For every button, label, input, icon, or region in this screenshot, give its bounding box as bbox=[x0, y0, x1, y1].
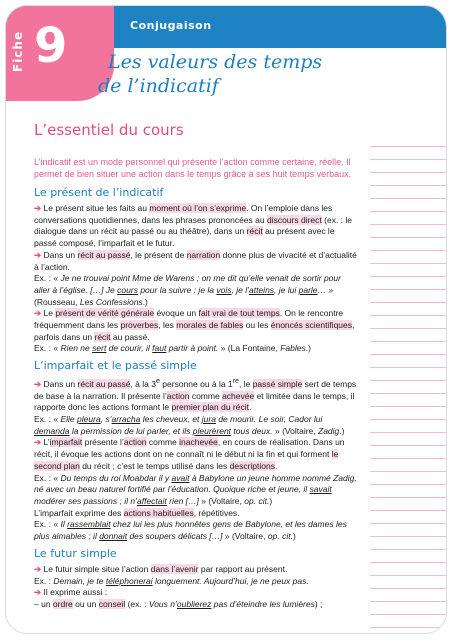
intro-text: L’indicatif est un mode personnel qui présente l’action comme certaine, réelle. Il permet de bien situer une action dans le temps grâce à ses huit temps verbaux. bbox=[34, 157, 352, 179]
futur-example-1: Ex. : Demain, je te téléphonerai longuement. Aujourd’hui, je ne peux pas. bbox=[34, 575, 309, 586]
fiche-card bbox=[5, 5, 447, 634]
arrow-right-icon: ➔ bbox=[34, 203, 42, 213]
present-paragraph-3: ➔ Le présent de vérité générale évoque un fait vrai de tout temps. On le rencontre fréquemment dans les proverbes, les morales de fables ou les énoncés scientifiques, parfois dans un récit au passé. bbox=[34, 308, 355, 342]
course-body bbox=[34, 186, 359, 611]
futur-paragraph-3: – un ordre ou un conseil (ex. : Vous n’oublierez pas d’éteindre les lumières) ; bbox=[34, 598, 323, 609]
title-line-2: de l’indicatif bbox=[98, 75, 219, 97]
page-title bbox=[98, 50, 322, 98]
notes-lines bbox=[370, 134, 446, 633]
imparfait-paragraph-2: ➔ L’imparfait présente l’action comme inachevée, en cours de réalisation. Dans un récit, il évoque les actions dont on ne connaît ni le début ni la fin et qui forment le second plan du récit ; c’est le temps utilisé dans les descriptions. bbox=[34, 437, 345, 471]
arrow-right-icon: ➔ bbox=[34, 563, 42, 574]
fiche-label: Fiche bbox=[11, 30, 25, 72]
title-line-1: Les valeurs des temps bbox=[108, 51, 323, 73]
arrow-right-icon: ➔ bbox=[34, 437, 42, 448]
arrow-right-icon: ➔ bbox=[34, 249, 42, 260]
arrow-right-icon: ➔ bbox=[34, 308, 42, 319]
present-paragraph-2: ➔ Dans un récit au passé, le présent de narration donne plus de vivacité et d’actualité à l’action. bbox=[34, 249, 357, 272]
imparfait-example-3: Ex. : « Il rassemblait chez lui les plus honnêtes gens de Babylone, et les dames les plus aimables ; il donnait des soupers délicats […] » (Voltaire, op. cit.) bbox=[34, 519, 347, 542]
imparfait-example-1: Ex. : « Elle pleura, s’arracha les cheveux, et jura de mourir. Le soir, Cador lui demanda la permission de lui parler, et ils pleurèrent tous deux. » (Voltaire, Zadig.) bbox=[34, 414, 345, 436]
arrow-right-icon: ➔ bbox=[34, 378, 42, 389]
imparfait-paragraph-3: L’imparfait exprime des actions habituelles, répétitives. bbox=[34, 507, 240, 518]
futur-paragraph-2: ➔ Il exprime aussi : bbox=[34, 587, 108, 598]
fiche-number: 9 bbox=[34, 18, 68, 74]
essentiel-heading: L’essentiel du cours bbox=[34, 121, 184, 139]
futur-paragraph-1: ➔ Le futur simple situe l’action dans l’avenir par rapport au présent. bbox=[34, 563, 288, 574]
present-example-1: Ex. : « Je ne trouvai point Mme de Warens ; on me dit qu’elle venait de sortir pour aller à l’église. […] Je cours pour la suivre : je la vois, je l’atteins, je lui parle… » (Rousseau, Les Confessions.) bbox=[34, 273, 341, 307]
present-example-2: Ex. : « Rien ne sert de courir, il faut partir à point. » (La Fontaine, Fables.) bbox=[34, 343, 311, 354]
arrow-right-icon: ➔ bbox=[34, 587, 42, 598]
imparfait-example-2: Ex. : « Du temps du roi Moabdar il y avait à Babylone un jeune homme nommé Zadig, né avec un beau naturel fortifié par l’éducation. Quoique riche et jeune, il savait modérer ses passions ; il n’affectait rien […] » (Voltaire, op. cit.) bbox=[34, 472, 357, 506]
section-label: Conjugaison bbox=[130, 19, 212, 32]
present-paragraph-1: ➔ Le présent situe les faits au moment où l’on s’exprime. On l’emploie dans les conversations quotidiennes, dans les phrases prononcées au discours direct (ex. : le dialogue dans un récit au passé ou au théâtre), dans un récit au présent avec le passé composé, l’imparfait et le futur. bbox=[34, 203, 353, 249]
present-heading: Le présent de l’indicatif bbox=[34, 186, 164, 199]
imparfait-paragraph-1: ➔ Dans un récit au passé, à la 3e personne ou à la 1re, le passé simple sert de temps de base à la narration. Il présente l’action comme achevée et limitée dans le temps, il rapporte donc les actions formant le premier plan du récit. bbox=[34, 377, 357, 413]
futur-heading: Le futur simple bbox=[34, 546, 117, 560]
imparfait-heading: L’imparfait et le passé simple bbox=[34, 359, 197, 373]
